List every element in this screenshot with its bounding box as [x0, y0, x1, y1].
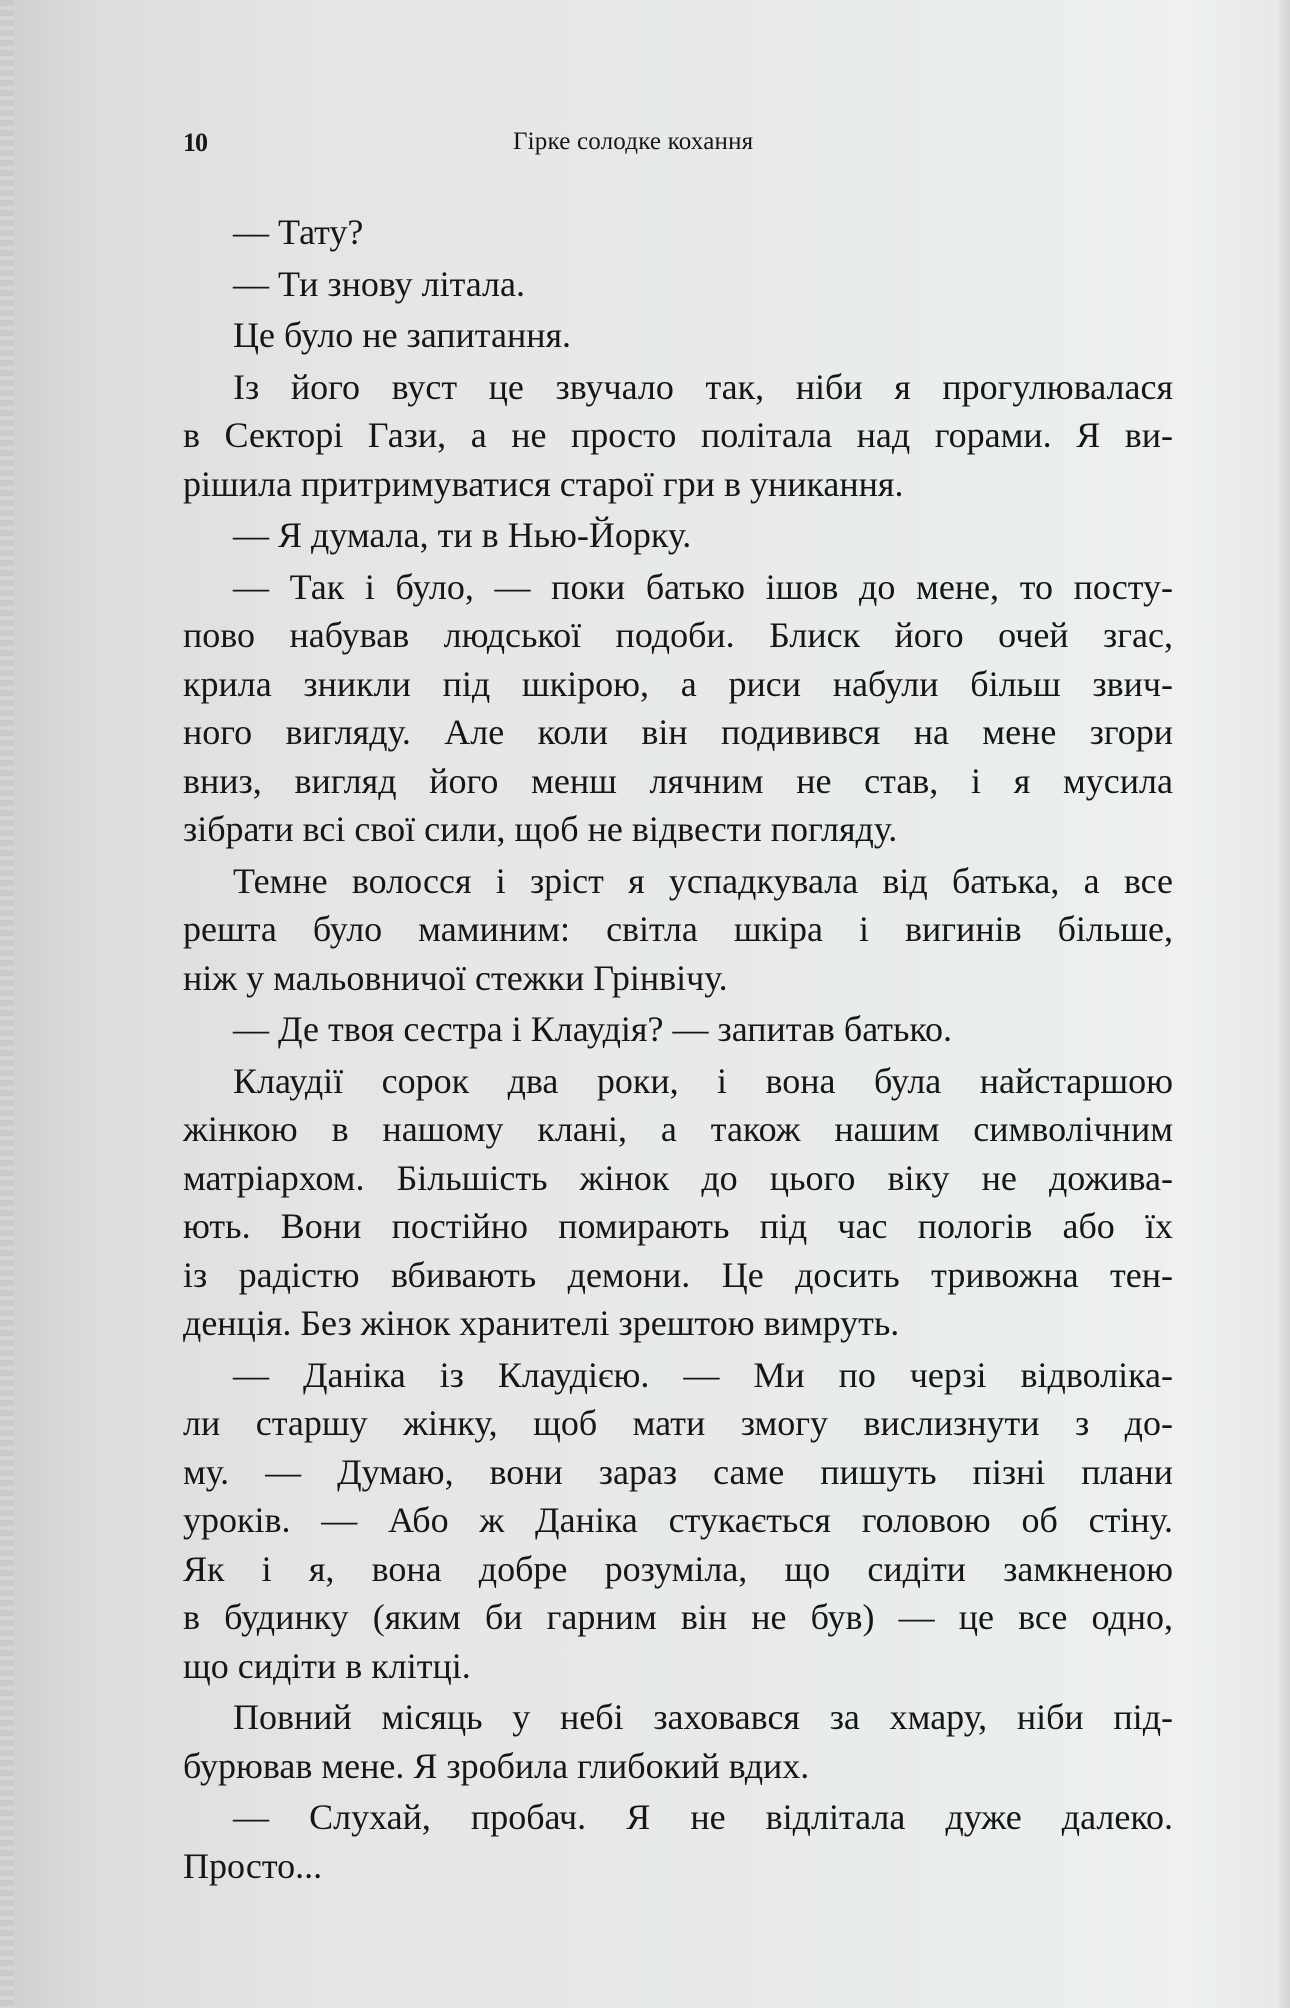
text-line: — Слухай, пробач. Я не відлітала дуже далеко. [233, 1797, 1173, 1837]
text-line: в будинку (яким би гарним він не був) — це все одно, [183, 1597, 1173, 1637]
text-line: — Ти знову літала. [233, 263, 525, 304]
text-line: Повний місяць у небі заховався за хмару, ніби під- [233, 1697, 1173, 1737]
page-number: 10 [183, 128, 207, 157]
text-line: крила зникли під шкірою, а риси набули більш звич- [183, 663, 1173, 704]
text-line: матріархом. Більшість жінок до цього віку не дожива- [183, 1157, 1173, 1198]
text-line: Із його вуст це звучало так, ніби я прогулювалася [233, 366, 1173, 407]
text-line: ли старшу жінку, щоб мати змогу вислизнути з до- [183, 1403, 1173, 1443]
text-line: — Так і було, — поки батько ішов до мене, то посту- [233, 566, 1173, 607]
text-line: денція. Без жінок хранителі зрештою вимруть. [183, 1303, 900, 1343]
text-line: Темне волосся і зріст я успадкувала від батька, а все [233, 860, 1173, 901]
running-head [183, 128, 1173, 158]
text-line: вниз, вигляд його менш лячним не став, і я мусила [183, 760, 1173, 801]
text-line: Просто... [183, 1845, 323, 1886]
text-line: із радістю вбивають демони. Це досить тривожна тен- [183, 1254, 1173, 1295]
text-line: ніж у мальовничої стежки Грінвічу. [183, 957, 728, 998]
text-line: — Тату? [233, 212, 364, 252]
text-line: Як і я, вона добре розуміла, що сидіти замкненою [183, 1548, 1173, 1589]
text-line: зібрати всі свої сили, щоб не відвести погляду. [183, 809, 898, 849]
text-line: — Я думала, ти в Нью-Йорку. [233, 515, 692, 555]
body-text [183, 208, 1173, 1890]
text-line: — Де твоя сестра і Клаудія? — запитав батько. [233, 1009, 953, 1049]
text-line: — Даніка із Клаудією. — Ми по черзі відволіка- [233, 1354, 1173, 1395]
text-line: уроків. — Або ж Даніка стукається головою об стіну. [183, 1500, 1173, 1540]
book-title: Гірке солодке кохання [513, 128, 754, 155]
text-line: в Секторі Гази, а не просто політала над горами. Я ви- [183, 415, 1173, 455]
text-line: ють. Вони постійно помирають під час пологів або їх [183, 1206, 1173, 1246]
text-line: пово набував людської подоби. Блиск його очей згас, [183, 615, 1173, 655]
page-right-edge [1278, 0, 1290, 2008]
text-line: Це було не запитання. [233, 315, 572, 355]
text-line: решта було маминим: світла шкіра і вигинів більше, [183, 909, 1173, 949]
text-line: му. — Думаю, вони зараз саме пишуть пізні плани [183, 1451, 1173, 1492]
text-line: ного вигляду. Але коли він подивився на мене згори [183, 712, 1173, 752]
page-left-edge [0, 0, 14, 2008]
text-line: рішила притримуватися старої гри в уникання. [183, 463, 904, 504]
text-line: що сидіти в клітці. [183, 1645, 471, 1686]
text-line: Клаудії сорок два роки, і вона була найстаршою [233, 1060, 1173, 1101]
text-line: жінкою в нашому клані, а також нашим символічним [183, 1109, 1173, 1149]
text-line: бурював мене. Я зробила глибокий вдих. [183, 1745, 810, 1786]
